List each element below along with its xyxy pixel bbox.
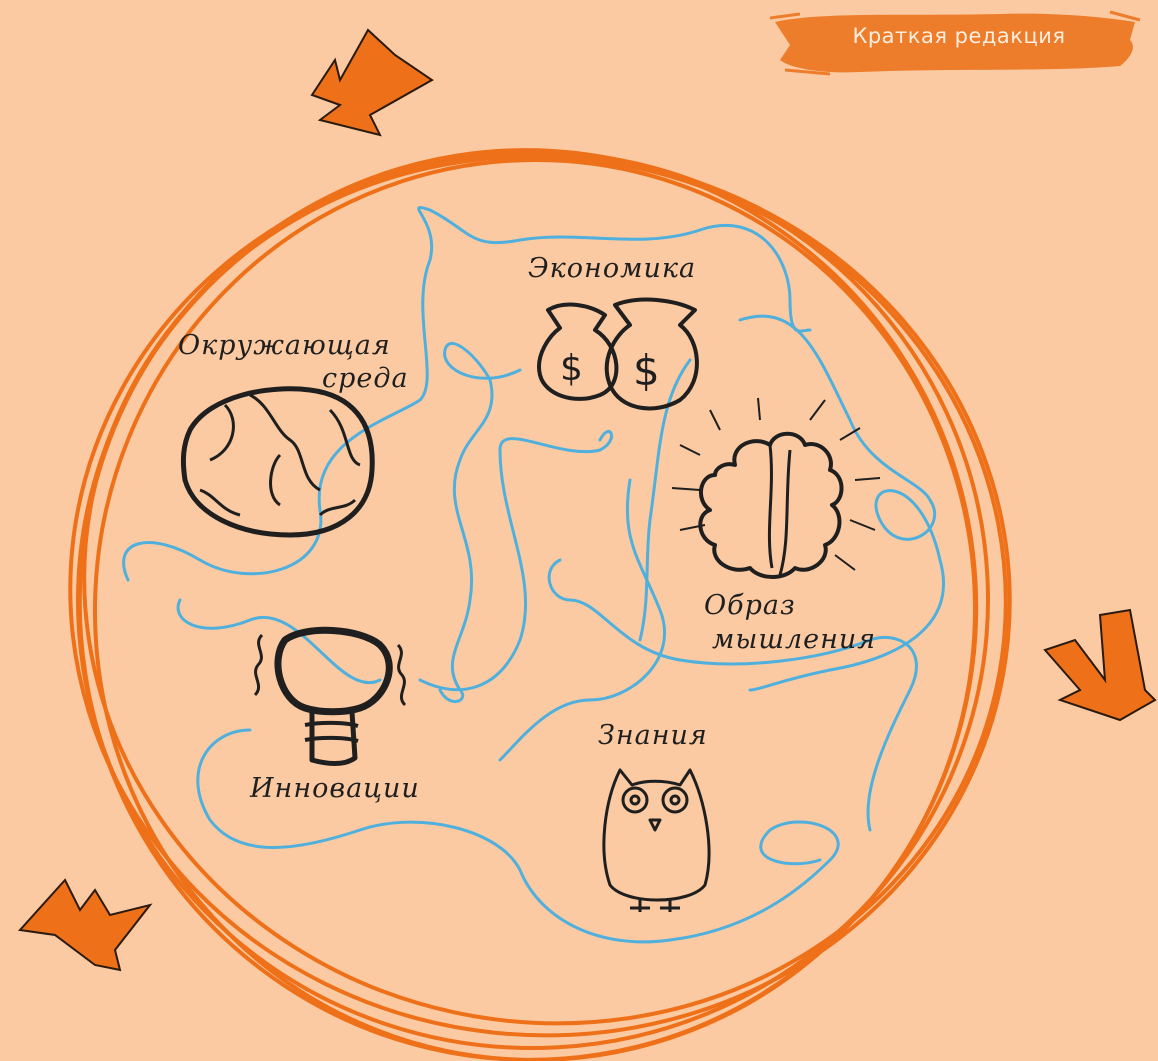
brain-icon <box>672 398 880 577</box>
arrow-icon-bottom-left <box>20 880 150 970</box>
summary-badge[interactable] <box>790 10 1128 74</box>
arrow-icon-right <box>1045 610 1155 720</box>
label-environment-line2: среда <box>322 363 409 394</box>
globe-icon <box>183 389 372 535</box>
label-knowledge: Знания <box>598 720 708 751</box>
lightbulb-icon <box>255 630 405 763</box>
label-innovations: Инновации <box>250 773 420 804</box>
arrow-icon-top <box>312 30 432 135</box>
label-economy: Экономика <box>528 253 697 284</box>
svg-text:$: $ <box>560 348 583 389</box>
badge-text: Краткая редакция <box>852 24 1066 48</box>
label-mindset-line1: Образ <box>704 590 796 621</box>
label-mindset-line2: мышления <box>712 624 877 655</box>
owl-icon <box>604 770 709 912</box>
blue-threads <box>124 207 944 941</box>
scribble-circle <box>3 71 1086 1061</box>
label-environment-line1: Окружающая <box>178 330 391 361</box>
svg-text:$: $ <box>633 346 660 395</box>
